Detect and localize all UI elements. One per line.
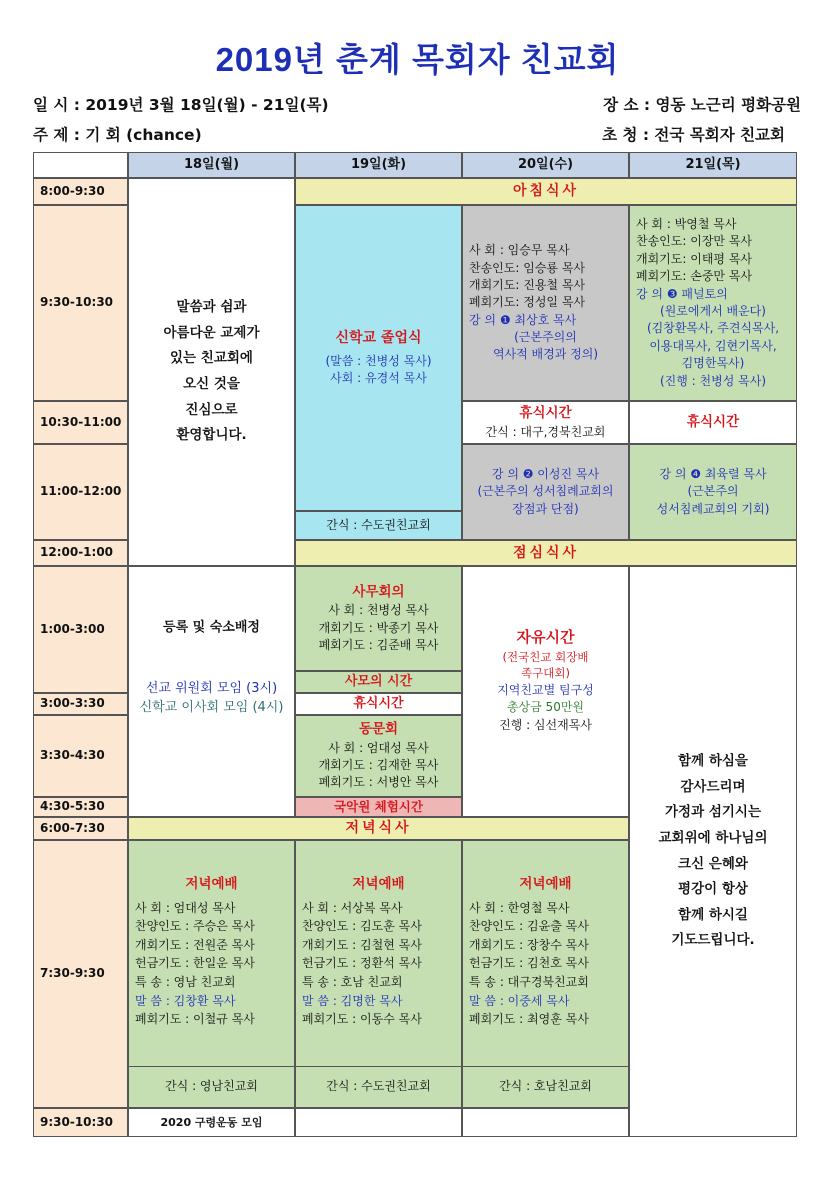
lecture-3-topic: (진행 : 천병성 목사) <box>660 373 766 388</box>
day-header-thu: 21일(목) <box>629 152 797 178</box>
empty-cell <box>462 1108 629 1137</box>
mon-afternoon <box>128 566 295 817</box>
day-header-wed: 20일(수) <box>462 152 629 178</box>
day-header-mon: 18일(월) <box>128 152 295 178</box>
farewell-line: 평강이 항상 <box>678 881 748 898</box>
breakfast-bar: 아침식사 <box>295 178 797 205</box>
time-label: 9:30-10:30 <box>33 1108 128 1137</box>
wed-line: 개회기도: 진용철 목사 <box>469 277 586 292</box>
business-line: 개회기도 : 박종기 목사 <box>318 620 439 635</box>
wed-snack: 간식 : 대구,경북친교회 <box>485 424 606 439</box>
worship-line: 찬양인도 : 주승은 목사 <box>135 919 255 934</box>
farewell-line: 가정과 섬기시는 <box>665 804 761 821</box>
registration: 등록 및 숙소배정 <box>163 620 260 635</box>
worship-line: 개회기도 : 김철현 목사 <box>302 937 422 952</box>
wed-line: 찬송인도: 임승룡 목사 <box>469 260 586 275</box>
graduation-line: (말씀 : 천병성 목사) <box>325 353 432 368</box>
graduation-ceremony <box>295 205 462 511</box>
graduation-line: 사회 : 유경석 목사 <box>330 371 427 386</box>
time-label: 4:30-5:30 <box>33 797 128 817</box>
welcome-line: 있는 친교회에 <box>170 350 253 367</box>
empty-cell <box>295 1108 462 1137</box>
time-label: 11:00-12:00 <box>33 444 128 540</box>
farewell-line: 크신 은혜와 <box>678 855 748 872</box>
worship-line: 헌금기도 : 김천호 목사 <box>469 956 589 971</box>
lecture-2 <box>462 444 629 540</box>
thu-line: 찬송인도: 이장만 목사 <box>636 234 753 249</box>
worship-closing-prayer: 폐회기도 : 이철규 목사 <box>135 1012 255 1027</box>
wed-line: 사 회 : 임승무 목사 <box>469 243 570 258</box>
farewell-line: 함께 하시길 <box>678 906 748 923</box>
lecture-3-topic: 이용대목사, 김현기목사, <box>649 338 777 353</box>
worship-line: 특 송 : 대구경북친교회 <box>469 974 589 989</box>
free-time-title: 자유시간 <box>516 628 575 646</box>
wed-morning-session <box>462 205 629 401</box>
free-time <box>462 566 629 817</box>
worship-line: 헌금기도 : 한일운 목사 <box>135 956 255 971</box>
worship-closing-prayer: 폐회기도 : 이동수 목사 <box>302 1012 422 1027</box>
dinner-bar: 저녁식사 <box>128 817 629 840</box>
worship-mon <box>128 840 295 1108</box>
sports-meeting: 2020 구령운동 모임 <box>128 1108 295 1137</box>
business-line: 폐회기도 : 김준배 목사 <box>318 637 439 652</box>
time-label: 3:30-4:30 <box>33 715 128 797</box>
lecture-4-line: 강 의 ❹ 최육렬 목사 <box>659 466 767 481</box>
time-label: 1:00-3:00 <box>33 566 128 693</box>
wed-rest-title: 휴식시간 <box>519 405 572 422</box>
free-time-host: 진행 : 심선재목사 <box>499 717 592 732</box>
worship-line: 사 회 : 한영철 목사 <box>469 900 570 915</box>
free-time-sub: 족구대회) <box>521 666 570 681</box>
worship-closing-prayer: 폐회기도 : 최영훈 목사 <box>469 1012 589 1027</box>
time-label: 7:30-9:30 <box>33 840 128 1108</box>
farewell-line: 교회위에 하나님의 <box>658 829 768 846</box>
wed-line: 폐회기도: 정성일 목사 <box>469 295 586 310</box>
welcome-line: 환영합니다. <box>176 427 247 444</box>
day-header-tue: 19일(화) <box>295 152 462 178</box>
worship-line: 개회기도 : 전원준 목사 <box>135 937 255 952</box>
worship-title: 저녁예배 <box>519 876 572 892</box>
worship-sermon: 말 씀 : 이중세 목사 <box>469 993 570 1008</box>
worship-line: 찬양인도 : 김도훈 목사 <box>302 919 422 934</box>
prize-money: 총상금 50만원 <box>506 700 585 715</box>
tue-snack: 간식 : 수도권친교회 <box>295 511 462 540</box>
time-label: 8:00-9:30 <box>33 178 128 205</box>
time-label: 10:30-11:00 <box>33 401 128 444</box>
worship-snack: 간식 : 호남친교회 <box>463 1066 628 1107</box>
lecture-4-line: (근본주의 <box>687 484 739 499</box>
worship-line: 찬양인도 : 김윤출 목사 <box>469 919 589 934</box>
thu-line: 폐회기도: 손중만 목사 <box>636 269 753 284</box>
tue-rest: 휴식시간 <box>295 693 462 715</box>
lecture-1-topic: 역사적 배경과 정의) <box>492 347 599 362</box>
time-label: 12:00-1:00 <box>33 540 128 566</box>
welcome-message <box>128 178 295 566</box>
business-title: 사무회의 <box>352 583 405 600</box>
lecture-2-line: (근본주의 성서침례교회의 <box>477 484 614 499</box>
worship-title: 저녁예배 <box>185 876 238 892</box>
worship-title: 저녁예배 <box>352 876 405 892</box>
wives-time: 사모의 시간 <box>295 671 462 693</box>
worship-line: 사 회 : 서상복 목사 <box>302 900 403 915</box>
farewell-line: 함께 하심을 <box>678 752 748 769</box>
lecture-2-line: 장점과 단점) <box>512 501 579 516</box>
welcome-line: 진심으로 <box>185 401 238 418</box>
farewell-message <box>629 566 797 1137</box>
lecture-2-line: 강 의 ❷ 이성진 목사 <box>491 466 600 481</box>
worship-wed <box>462 840 629 1108</box>
event-place: 장 소 : 영동 노근리 평화공원 <box>603 96 801 114</box>
worship-line: 개회기도 : 장창수 목사 <box>469 937 589 952</box>
wed-rest <box>462 401 629 444</box>
alumni-line: 사 회 : 엄대성 목사 <box>328 740 429 755</box>
lecture-1: 강 의 ❶ 최상호 목사 <box>469 312 577 327</box>
worship-line: 헌금기도 : 정환석 목사 <box>302 956 422 971</box>
lecture-3-topic: 김명한목사) <box>681 356 745 371</box>
farewell-line: 감사드리며 <box>680 778 746 795</box>
mission-meeting: 선교 위원회 모임 (3시) <box>145 680 278 696</box>
corner-cell <box>33 152 128 178</box>
business-line: 사 회 : 천병성 목사 <box>328 603 429 618</box>
welcome-line: 오신 것을 <box>183 376 240 392</box>
alumni-line: 폐회기도 : 서병안 목사 <box>318 775 439 790</box>
lecture-3-topic: (김창환목사, 주견식목사, <box>646 321 780 336</box>
lecture-3: 강 의 ❸ 패널토의 <box>636 286 728 301</box>
page-title: 2019년 춘계 목회자 친교회 <box>215 41 620 78</box>
welcome-line: 아름다운 교제가 <box>163 324 260 341</box>
time-label: 3:00-3:30 <box>33 693 128 715</box>
free-time-sub: (전국친교 회장배 <box>502 649 589 664</box>
korean-music-experience: 국악원 체험시간 <box>295 797 462 817</box>
thu-rest: 휴식시간 <box>629 401 797 444</box>
worship-line: 사 회 : 엄대성 목사 <box>135 900 236 915</box>
thu-line: 사 회 : 박영철 목사 <box>636 217 737 232</box>
alumni-line: 개회기도 : 김재한 목사 <box>318 758 439 773</box>
farewell-line: 기도드립니다. <box>671 932 755 949</box>
time-label: 9:30-10:30 <box>33 205 128 401</box>
thu-line: 개회기도: 이태평 목사 <box>636 251 753 266</box>
time-label: 6:00-7:30 <box>33 817 128 840</box>
worship-snack: 간식 : 수도권친교회 <box>296 1066 461 1107</box>
event-theme: 주 제 : 기 회 (chance) <box>33 126 202 144</box>
lunch-bar: 점심식사 <box>295 540 797 566</box>
event-host: 초 청 : 전국 목회자 친교회 <box>602 126 785 144</box>
graduation-title: 신학교 졸업식 <box>335 330 422 347</box>
lecture-4-line: 성서침례교회의 기회) <box>656 501 770 516</box>
lecture-3-topic: (원로에게서 배운다) <box>660 304 766 318</box>
alumni-meeting <box>295 715 462 797</box>
welcome-line: 말씀과 쉼과 <box>176 299 247 316</box>
worship-line: 특 송 : 영남 친교회 <box>135 974 236 989</box>
seminary-board-meeting: 신학교 이사회 모임 (4시) <box>139 699 284 715</box>
lecture-4 <box>629 444 797 540</box>
worship-line: 특 송 : 호남 친교회 <box>302 974 403 989</box>
business-meeting <box>295 566 462 671</box>
worship-tue <box>295 840 462 1108</box>
lecture-1-topic: (근본주의의 <box>514 330 577 345</box>
schedule-table <box>33 152 797 1137</box>
alumni-title: 동문회 <box>358 721 399 738</box>
thu-morning-session <box>629 205 797 401</box>
event-date: 일 시 : 2019년 3월 18일(월) - 21일(목) <box>33 96 329 114</box>
worship-snack: 간식 : 영남친교회 <box>129 1066 294 1107</box>
team-formation: 지역친교별 팀구성 <box>497 683 594 698</box>
worship-sermon: 말 씀 : 김명한 목사 <box>302 993 403 1008</box>
worship-sermon: 말 씀 : 김창환 목사 <box>135 993 236 1008</box>
